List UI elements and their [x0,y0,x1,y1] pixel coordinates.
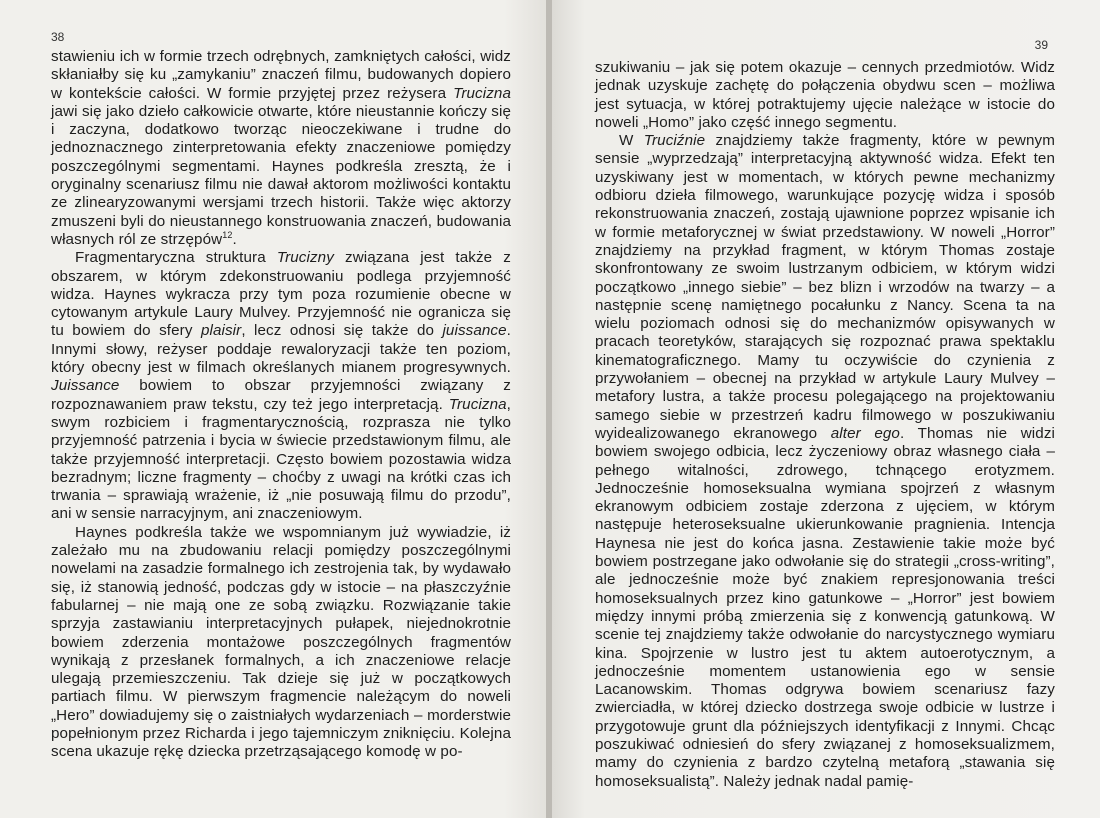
right-paragraph-2: W Truciźnie znajdziemy także fragmenty, które w pewnym sensie „wyprzedzają” interpretacyjną aktywność widza. Efekt ten uzyskiwany jest w momentach, w których pewne mechanizmy odbioru dzieła filmowego, warunkujące pozycję widza i sposób rekonstruowania znaczeń, zostają ujawnione poprzez wpisanie ich w formie metaforycznej w świat przedstawiony. W noweli „Horror” znajdziemy na przykład fragment, w którym Thomas zostaje skonfrontowany ze swoim lustrzanym odbiciem, w którym widzi początkowo „innego siebie” – bez blizn i wrzodów na twarzy – a następnie scenę namiętnego pocałunku z Nancy. Scena ta na wielu poziomach odnosi się do mechanizmów opisywanych w pracach teoretyków, starających się rozpoznać prawa spektaklu kinematograficznego. Mamy tu oczywiście do czynienia z przywołaniem – obecnej na przykład w artykule Laury Mulvey – metafory lustra, a także procesu polegającego na projektowaniu samego siebie w przestrzeń kadru filmowego w poszukiwaniu wyidealizowanego ekranowego alter ego. Thomas nie widzi bowiem swojego odbicia, lecz życzeniowy obraz własnego ciała – pełnego witalności, zdrowego, tchnącego erotyzmem. Jednocześnie homoseksualna wymiana spojrzeń z własnym ekranowym odbiciem zostaje zderzona z ujęciem, w którym następuje heteroseksualne ukierunkowanie pragnienia. Intencja Haynesa nie jest do końca jasna. Zestawienie takie może być bowiem postrzegane jako odwołanie się do strategii „cross-writing”, ale jednocześnie może być znakiem represjonowania treści homoseksualnych przez kino gatunkowe – „Horror” jest bowiem między innymi próbą zmierzenia się z konwencją gatunkową. W scenie tej znajdziemy także odwołanie do narcystycznego wymiaru kina. Spojrzenie w lustro jest tu aktem autoerotycznym, a jednocześnie momentem ustanowienia ego w sensie Lacanowskim. Thomas odgrywa bowiem scenariusz fazy zwierciadła, w której dziecko dostrzega swoje odbicie w lustrze i przygotowuje grunt dla późniejszych identyfikacji z Innymi. Chcąc poszukiwać odniesień do sfery związanej z homoseksualizmem, mamy do czynienia z bardzo czytelną metaforą „stawania się homoseksualistą”. Należy jednak nadal pamię- [595,132,1055,790]
left-paragraph-3: Haynes podkreśla także we wspomnianym już wywiadzie, iż zależało mu na zbudowaniu relacji pomiędzy poszczególnymi nowelami na zasadzie formalnego ich zestrojenia tak, by wydawało się, iż stanowią jedność, podczas gdy w istocie – na płaszczyźnie fabularnej – nie mają one ze sobą związku. Rozwiązanie takie sprzyja zastawianiu interpretacyjnych pułapek, niejednokrotnie bowiem zderzenia montażowe poszczególnych fragmentów wynikają z przesłanek formalnych, a ich znaczeniowe relacje ulegają przemieszczeniu. Tak dzieje się już w początkowych partiach filmu. W pierwszym fragmencie należącym do noweli „Hero” dowiadujemy się o zaistniałych wydarzeniach – morderstwie popełnionym przez Richarda i jego tajemniczym zniknięciu. Kolejna scena ukazuje rękę dziecka przetrząsającego komodę w po- [51,523,511,761]
right-page-text [595,59,1055,791]
left-paragraph-1: stawieniu ich w formie trzech odrębnych, zamkniętych całości, widz skłaniałby się ku „zamykaniu” znaczeń filmu, budowanych dopiero w kontekście całości. W formie przyjętej przez reżysera Trucizna jawi się jako dzieło całkowicie otwarte, które nieustannie kończy się i zaczyna, dodatkowo tworząc nieoczekiwane i trudne do jednoznacznego zinterpretowania efekty znaczeniowe pomiędzy poszczególnymi segmentami. Haynes podkreśla zresztą, że i oryginalny scenariusz filmu nie dawał aktorom możliwości kontaktu ze zlinearyzowanymi wersjami trzech historii. Także więc aktorzy zmuszeni byli do nieustannego konstruowania znaczeń, budowania własnych ról ze strzępów$^{12}$. [51,48,511,248]
left-page [0,0,548,818]
right-paragraph-1: szukiwaniu – jak się potem okazuje – cennych przedmiotów. Widz jednak uzyskuje zachętę do połączenia obydwu scen – możliwa jest sytuacja, w której potraktujemy ujęcie należące w istocie do noweli „Homo” jako część innego segmentu. [595,59,1055,131]
page-number-left: 38 [51,30,65,44]
left-page-text [51,48,511,762]
right-page [552,0,1100,818]
page-number-right: 39 [1034,38,1048,52]
left-paragraph-2: Fragmentaryczna struktura Trucizny związana jest także z obszarem, w którym zdekonstruowaniu podlega przyjemność widza. Haynes wykracza przy tym poza rozumienie obecne w cytowanym artykule Laury Mulvey. Przyjemność nie ogranicza się tu bowiem do sfery plaisir, lecz odnosi się także do juissance. Innymi słowy, reżyser poddaje rewaloryzacji także ten poziom, który obecny jest w filmach określanych mianem progresywnych. Juissance bowiem to obszar przyjemności związany z rozpoznawaniem praw tekstu, czy też jego interpretacją. Trucizna, swym rozbiciem i fragmentarycznością, rozprasza nie tylko przyjemność patrzenia i bycia w świecie przedstawionym filmu, ale także przyjemność interpretacji. Często bowiem pozostawia widza bezradnym; liczne fragmenty – choćby z uwagi na krótki czas ich trwania – sprawiają wrażenie, iż „nie posuwają filmu do przodu”, ani w sensie narracyjnym, ani znaczeniowym. [51,249,511,523]
